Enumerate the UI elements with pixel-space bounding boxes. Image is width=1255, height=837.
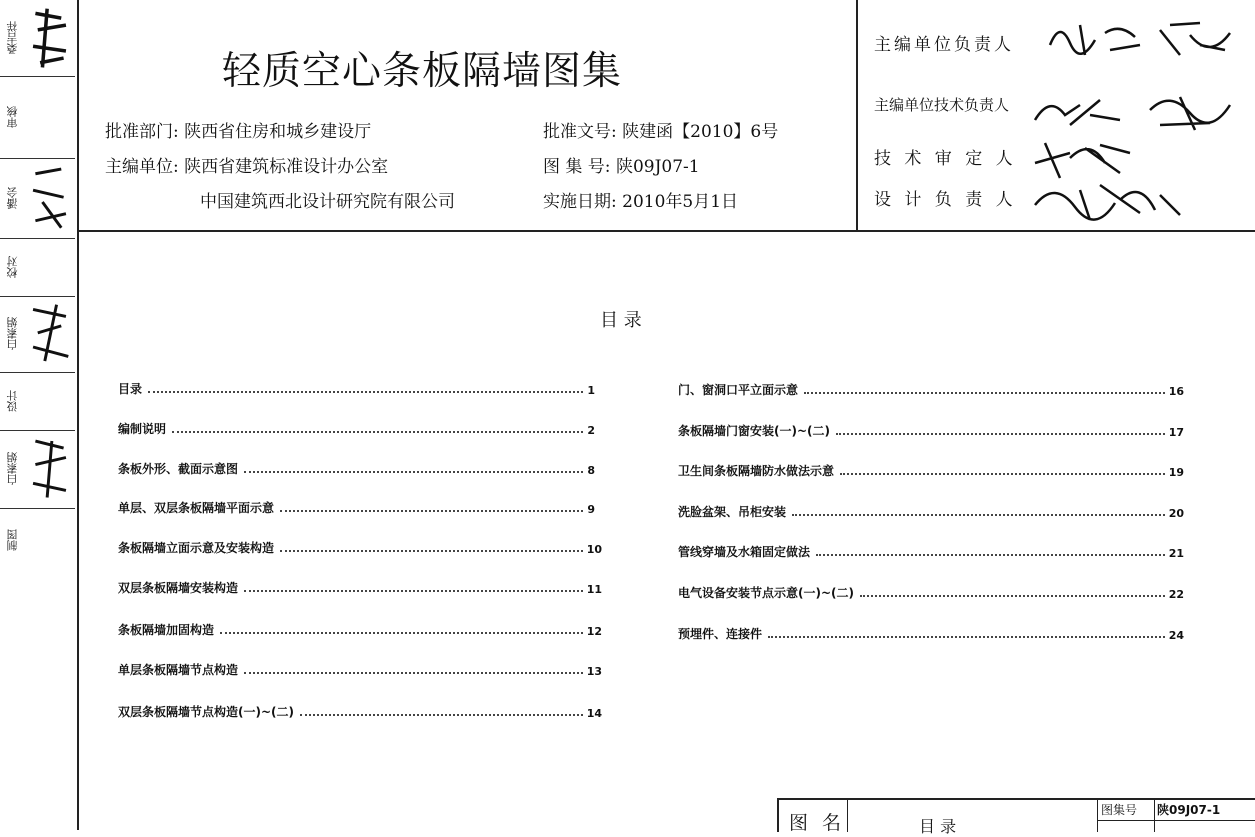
editor-unit: 主编单位: 陕西省建筑标准设计办公室 <box>105 157 389 177</box>
handwritten-signature <box>26 4 73 75</box>
toc-entry-title: 条板隔墙门窗安装(一)~(二) <box>678 424 830 438</box>
handwritten-signature <box>1030 175 1200 223</box>
toc-entry <box>118 461 595 477</box>
handwritten-signature <box>1040 15 1235 63</box>
role-label: 主编单位负责人 <box>874 35 1014 55</box>
strip-label: 桑吉祥 <box>6 21 19 55</box>
approval-dept: 批准部门: 陕西省住房和城乡建设厅 <box>105 122 372 142</box>
role-label: 技 术 审 定 人 <box>874 149 1017 169</box>
title-block-divider <box>847 800 848 832</box>
drawing-name-label: 图 名 <box>789 812 846 834</box>
toc-entry <box>118 381 595 397</box>
toc-entry-title: 电气设备安装节点示意(一)~(二) <box>678 586 854 600</box>
leader-dots <box>220 632 583 634</box>
implementation-date: 实施日期: 2010年5月1日 <box>543 192 739 212</box>
toc-entry-title: 条板隔墙立面示意及安装构造 <box>118 541 275 555</box>
leader-dots <box>768 636 1165 638</box>
toc-entry-page: 13 <box>586 665 602 678</box>
toc-entry <box>118 622 602 638</box>
role-label: 设 计 负 责 人 <box>874 190 1017 210</box>
title-block-divider <box>1097 800 1098 832</box>
toc-entry-title: 条板外形、截面示意图 <box>118 462 239 476</box>
handwritten-signature <box>1030 85 1240 133</box>
strip-label: 潘会 <box>6 187 19 209</box>
toc-entry-title: 洗脸盆架、吊柜安装 <box>678 505 787 519</box>
toc-entry <box>678 463 1184 479</box>
toc-entry <box>678 544 1184 560</box>
leader-dots <box>244 471 583 473</box>
leader-dots <box>148 391 583 393</box>
toc-entry-title: 条板隔墙加固构造 <box>118 623 215 637</box>
leader-dots <box>280 550 583 552</box>
toc-entry-title: 单层、双层条板隔墙平面示意 <box>118 501 275 515</box>
role-label: 主编单位技术负责人 <box>874 96 1010 114</box>
title-block-divider <box>1097 820 1255 821</box>
leader-dots <box>792 514 1165 516</box>
atlas-number: 图 集 号: 陕09J07-1 <box>543 157 700 177</box>
header-divider <box>77 230 1255 232</box>
header-vertical-divider <box>856 0 858 230</box>
toc-entry-page: 8 <box>587 464 595 477</box>
leader-dots <box>860 595 1165 597</box>
editor-unit-secondary: 中国建筑西北设计研究院有限公司 <box>200 192 455 212</box>
toc-entry-page: 16 <box>1168 385 1184 398</box>
toc-entry <box>118 500 595 516</box>
toc-entry-page: 14 <box>586 707 602 720</box>
atlas-number-value: 陕09J07-1 <box>1157 803 1221 817</box>
strip-cell <box>0 430 75 509</box>
strip-cell <box>0 158 75 239</box>
toc-entry-title: 卫生间条板隔墙防水做法示意 <box>678 464 835 478</box>
toc-entry-title: 编制说明 <box>118 422 167 436</box>
strip-cell <box>0 508 75 572</box>
leader-dots <box>244 672 583 674</box>
toc-entry-title: 门、窗洞口平立面示意 <box>678 383 799 397</box>
strip-cell <box>0 76 75 159</box>
leader-dots <box>244 590 583 592</box>
title-block-divider <box>1154 800 1155 832</box>
toc-entry-page: 9 <box>587 503 595 516</box>
toc-entry <box>118 540 602 556</box>
toc-entry-page: 11 <box>586 583 602 596</box>
toc-entry-title: 双层条板隔墙节点构造(一)~(二) <box>118 705 294 719</box>
title-block <box>777 798 1255 836</box>
sign-off-strip <box>0 0 79 572</box>
leader-dots <box>280 510 583 512</box>
toc-entry-page: 21 <box>1168 547 1184 560</box>
toc-entry-title: 预埋件、连接件 <box>678 627 763 641</box>
leader-dots <box>816 554 1165 556</box>
toc-entry-title: 单层条板隔墙节点构造 <box>118 663 239 677</box>
toc-entry-page: 1 <box>587 384 595 397</box>
strip-cell <box>0 296 75 373</box>
handwritten-signature <box>26 434 73 505</box>
toc-entry-page: 24 <box>1168 629 1184 642</box>
toc-entry <box>118 704 602 720</box>
leader-dots <box>804 392 1165 394</box>
strip-label: 制图 <box>6 529 19 551</box>
toc-entry-page: 2 <box>587 424 595 437</box>
handwritten-signature <box>26 162 73 233</box>
toc-entry-page: 17 <box>1168 426 1184 439</box>
frame-left-border <box>77 230 79 830</box>
leader-dots <box>840 473 1165 475</box>
toc-entry <box>678 626 1184 642</box>
toc-entry <box>678 382 1184 398</box>
toc-entry-page: 22 <box>1168 588 1184 601</box>
leader-dots <box>836 433 1165 435</box>
strip-cell <box>0 0 75 77</box>
toc-entry-title: 目录 <box>118 382 143 396</box>
atlas-number-label: 图集号 <box>1101 803 1138 817</box>
toc-entry-title: 双层条板隔墙安装构造 <box>118 581 239 595</box>
toc-entry-page: 20 <box>1168 507 1184 520</box>
strip-label: 白素娟 <box>6 452 19 486</box>
strip-label: 校对 <box>6 256 19 278</box>
toc-entry <box>118 662 602 678</box>
toc-entry-page: 19 <box>1168 466 1184 479</box>
toc-entry-title: 管线穿墙及水箱固定做法 <box>678 545 811 559</box>
toc-entry <box>678 504 1184 520</box>
strip-label: 白素娟 <box>6 317 19 351</box>
strip-label: 设计 <box>6 390 19 412</box>
toc-entry-page: 10 <box>586 543 602 556</box>
handwritten-signature <box>26 300 73 371</box>
toc-entry-page: 12 <box>586 625 602 638</box>
toc-heading: 目 录 <box>600 310 642 331</box>
strip-cell <box>0 238 75 297</box>
toc-entry <box>678 423 1184 439</box>
leader-dots <box>172 431 583 433</box>
approval-number: 批准文号: 陕建函【2010】6号 <box>543 122 779 142</box>
toc-entry <box>678 585 1184 601</box>
leader-dots <box>300 714 583 716</box>
strip-label: 审核 <box>6 106 19 128</box>
drawing-name-value: 目 录 <box>919 817 957 836</box>
strip-cell <box>0 372 75 431</box>
page-title: 轻质空心条板隔墙图集 <box>222 49 623 94</box>
handwritten-signature <box>1030 133 1140 181</box>
toc-entry <box>118 580 602 596</box>
toc-entry <box>118 421 595 437</box>
